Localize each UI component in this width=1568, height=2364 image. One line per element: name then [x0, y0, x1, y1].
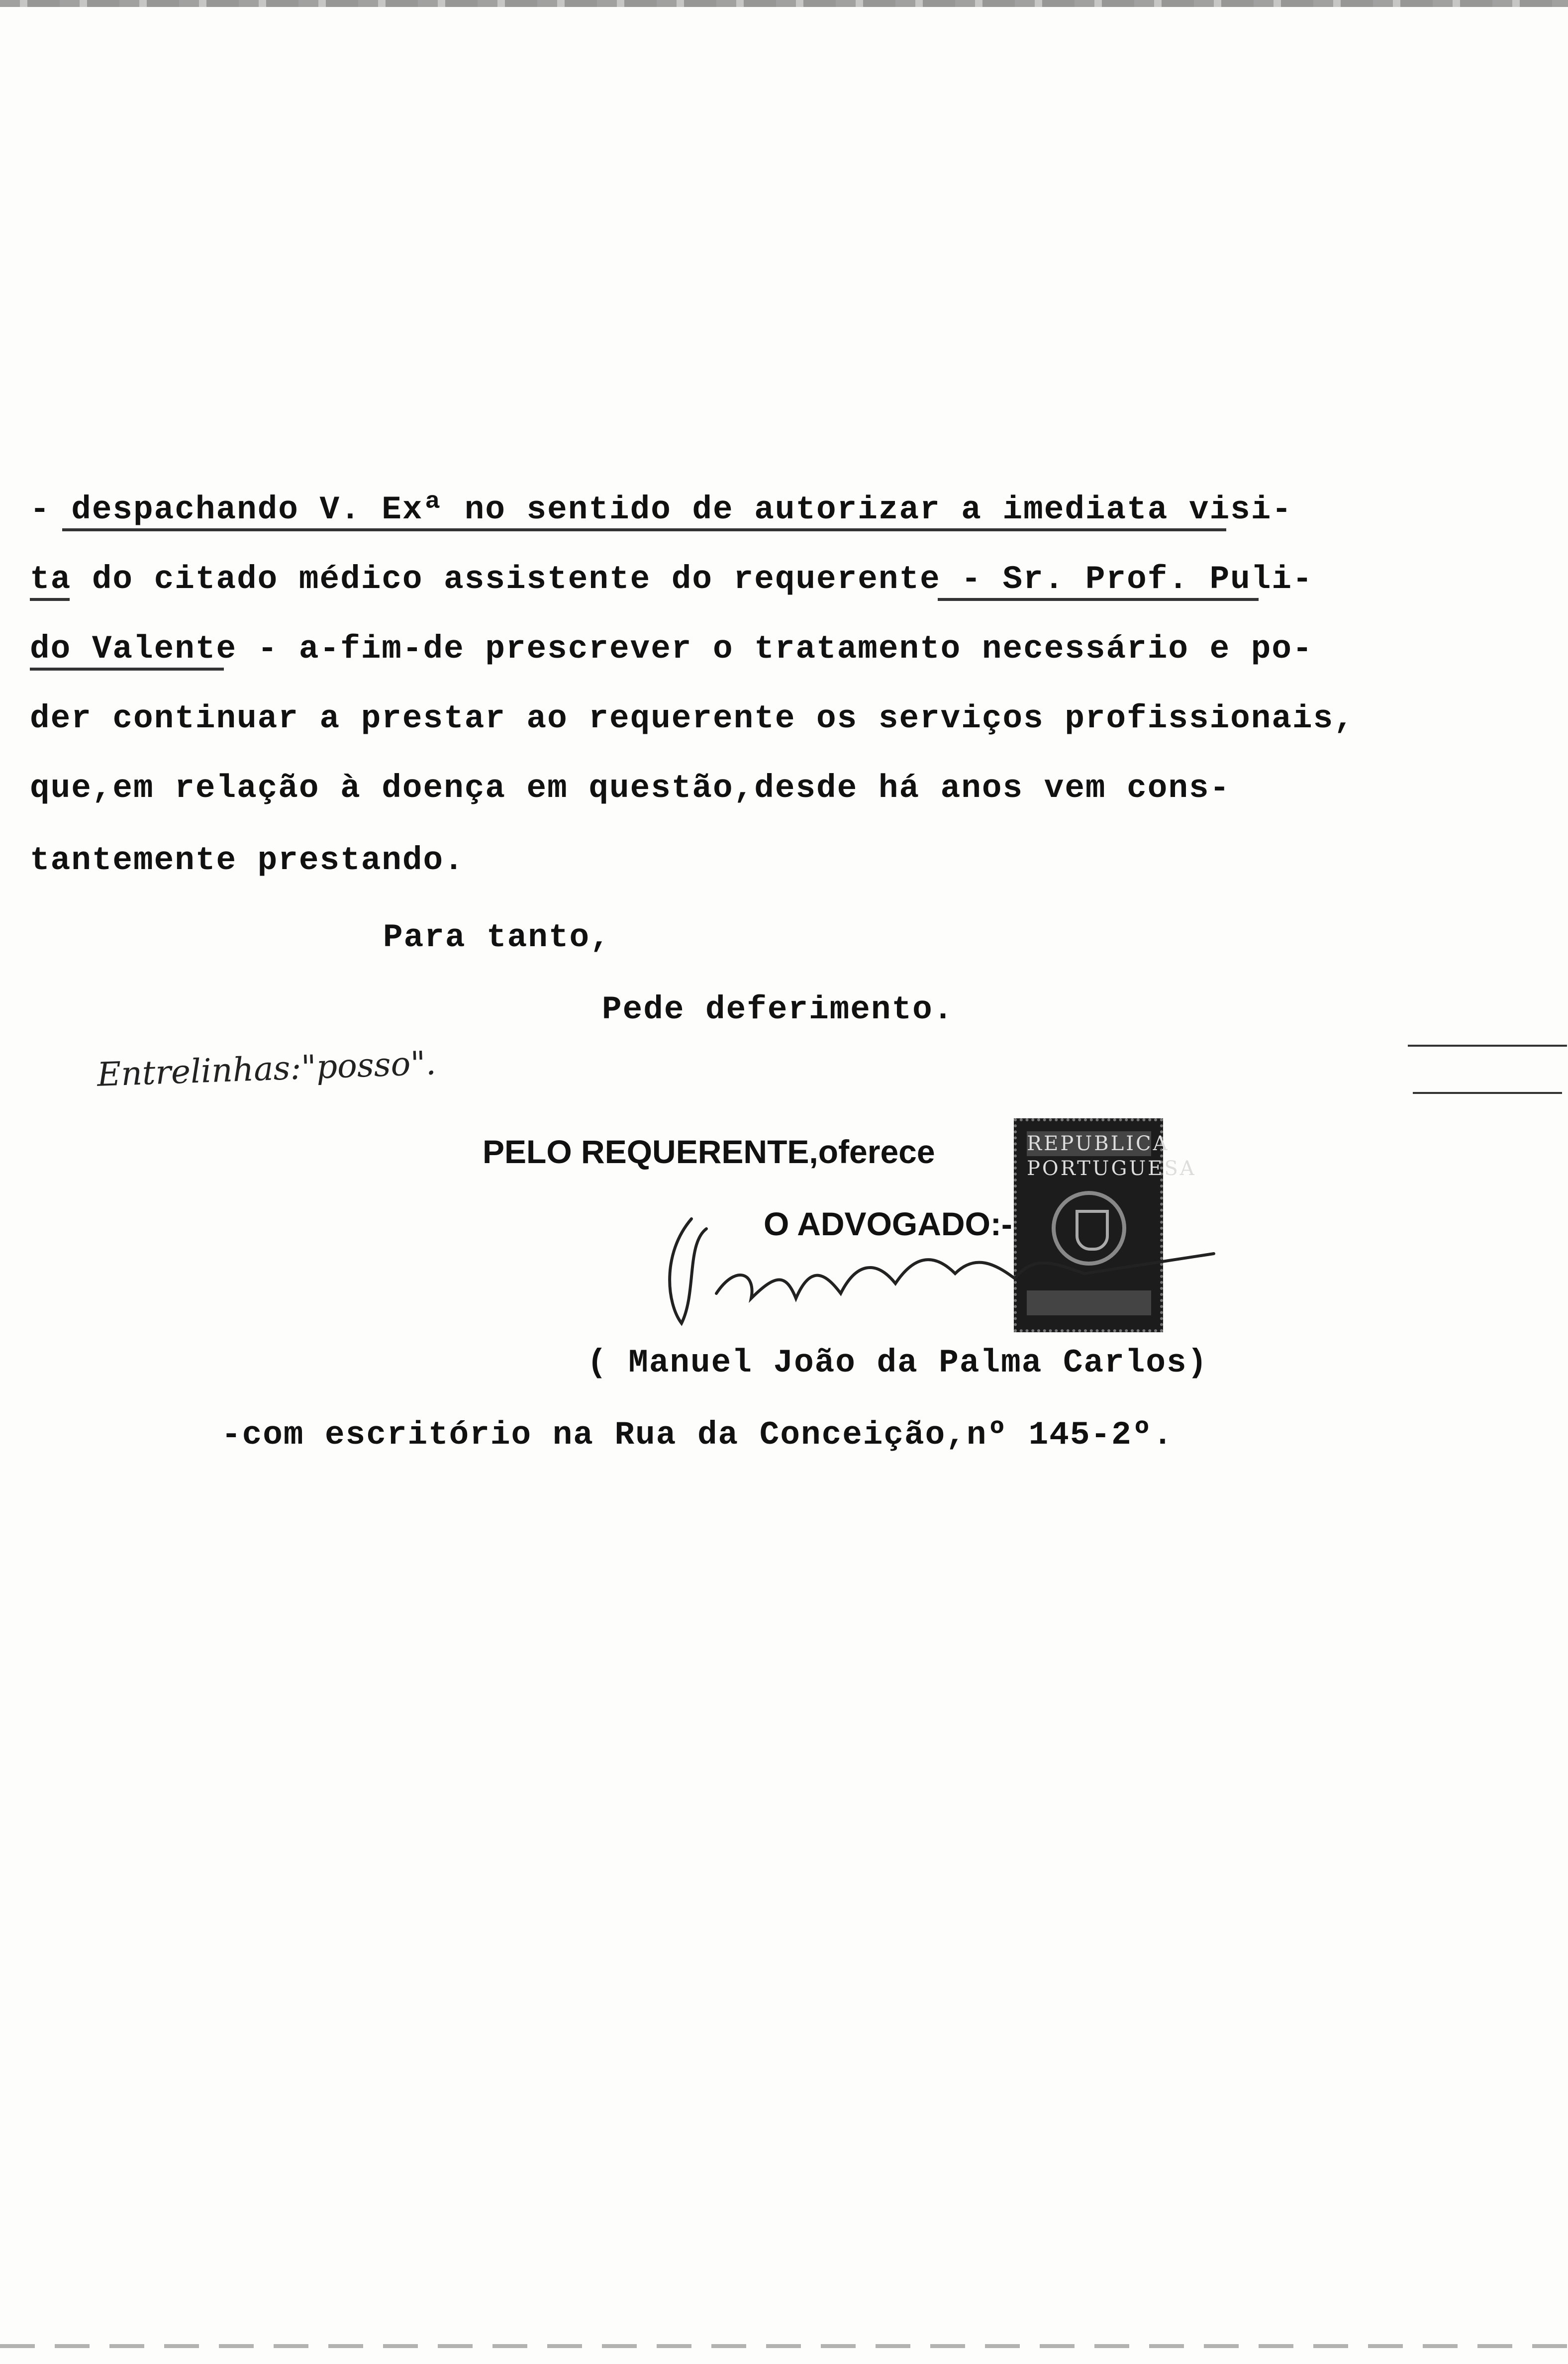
text-line-1: - despachando V. Exª no sentido de autorizar a imediata visi-: [30, 491, 1292, 528]
handwritten-note: Entrelinhas:"posso".: [96, 1044, 437, 1094]
text-line-2: ta do citado médico assistente do requerente - Sr. Prof. Puli-: [30, 561, 1313, 598]
scan-edge-bottom: [0, 2344, 1568, 2348]
signature-icon: [670, 1219, 1214, 1323]
text-line-4: der continuar a prestar ao requerente os serviços profissionais,: [30, 700, 1355, 737]
office-address: -com escritório na Rua da Conceição,nº 145-2º.: [221, 1416, 1174, 1454]
text-line-6: tantemente prestando.: [30, 842, 465, 879]
closing-para-tanto: Para tanto,: [383, 919, 611, 956]
margin-mark-1: [1408, 1045, 1567, 1047]
stamp-band-top: REPUBLICA PORTUGUESA: [1027, 1132, 1196, 1180]
margin-mark-2: [1413, 1092, 1562, 1094]
lawyer-name: ( Manuel João da Palma Carlos): [587, 1344, 1208, 1381]
text-line-5: que,em relação à doença em questão,desde há anos vem cons-: [30, 770, 1231, 807]
offer-line: PELO REQUERENTE,oferece: [483, 1133, 935, 1170]
closing-pede-deferimento: Pede deferimento.: [602, 991, 954, 1028]
text-line-3: do Valente - a-fim-de prescrever o tratamento necessário e po-: [30, 630, 1313, 668]
advocate-label: O ADVOGADO:-: [764, 1205, 1012, 1242]
